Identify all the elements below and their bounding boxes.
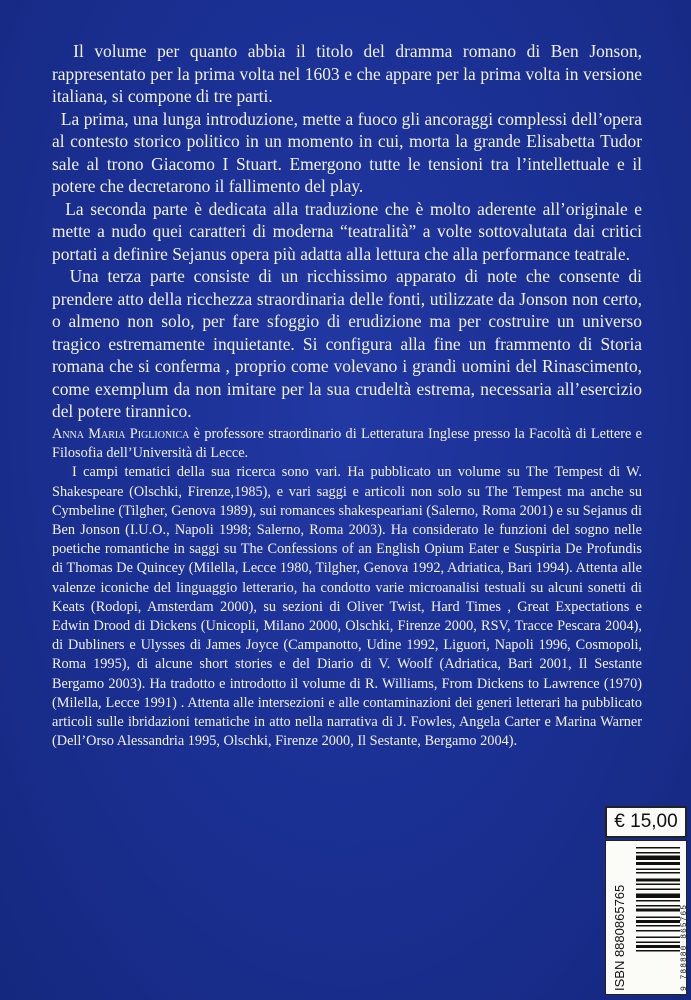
barcode-digits: 9 788880 865765 [680,903,689,991]
summary-paragraph-1: Il volume per quanto abbia il titolo del dramma romano di Ben Jonson, rappresentato per la prima volta nel 1603 e che appare per la prima volta in versione italiana, si compone di tre parti. [52,41,642,106]
author-name: Anna Maria Piglionica [52,426,190,442]
bio-intro-text: è professore straordinario di Letteratura Inglese presso la Facoltà di Lettere e Filosofia dell’Università di Lecce. [52,426,642,462]
isbn-number: ISBN 8880865765 [612,884,627,991]
bio-intro [52,425,642,463]
summary-paragraph-4: Una terza parte consiste di un ricchissimo apparato di note che consente di prendere atto della ricchezza straordinaria delle fonti, utilizzate da Jonson non certo, o almeno non solo, per fare sfoggio di erudizione ma per costruire un universo tragico estremamente inquietante. Si configura alla fine un frammento di Storia romana che si conferma , proprio come volevano i grandi uomini del Rinascimento, come exemplum da non imitare per la sua crudeltà estrema, necessaria all’esercizio del potere tirannico. [52,266,642,421]
summary-paragraph-2: La prima, una lunga introduzione, mette a fuoco gli ancoraggi complessi dell’opera al contesto storico politico in un momento in cui, morta la grande Elisabetta Tudor sale al trono Giacomo I Stuart. Emergono tutte le tensioni tra l’intellettuale e il potere che decretarono il fallimento del play. [52,108,642,196]
barcode-label [605,840,687,995]
book-summary [52,40,642,423]
author-bio [52,425,642,751]
price-label: € 15,00 [605,806,687,838]
summary-paragraph-3: La seconda parte è dedicata alla traduzione che è molto aderente all’originale e mette a nudo quei caratteri di moderna “teatralità” a volte sottovalutata dai critici portati a definire Sejanus opera più adatta alla lettura che alla performance teatrale. [52,198,642,264]
barcode-icon [636,847,680,979]
bio-research: I campi tematici della sua ricerca sono vari. Ha pubblicato un volume su The Tempest di W. Shakespeare (Olschki, Firenze,1985), e vari saggi e articoli non solo su The Tempest ma anche su Cymbeline (Tilgher, Genova 1989), sui romances shakespeariani (Salerno, Roma 2001) e su Sejanus di Ben Jonson (I.U.O., Napoli 1998; Salerno, Roma 2003). Ha considerato le funzioni del sogno nelle poetiche romantiche in saggi su The Confessions of an English Opium Eater e Suspiria De Profundis di Thomas De Quincey (Milella, Lecce 1980, Tilgher, Genova 1992, Adriatica, Bari 1994). Attenta alle valenze iconiche del linguaggio letterario, ha condotto varie microanalisi testuali su alcuni sonetti di Keats (Rodopi, Amsterdam 2000), su sezioni di Oliver Twist, Hard Times , Great Expectations e Edwin Drood di Dickens (Unicopli, Milano 2000, Olschki, Firenze 2000, RSV, Tracce Pescara 2004), di Dubliners e Ulysses di James Joyce (Campanotto, Udine 1992, Liguori, Napoli 1996, Cosmopoli, Roma 1995), di alcune short stories e del Diario di V. Woolf (Adriatica, Bari 2001, Il Sestante Bergamo 2003). Ha tradotto e introdotto il volume di R. Williams, From Dickens to Lawrence (1970) (Milella, Lecce 1991) . Attenta alle intersezioni e alle contaminazioni dei generi letterari ha pubblicato articoli sulle ibridazioni tematiche in atto nella narrativa di J. Fowles, Angela Carter e Marina Warner (Dell’Orso Alessandria 1995, Olschki, Firenze 2000, Il Sestante, Bergamo 2004). [52,464,642,750]
